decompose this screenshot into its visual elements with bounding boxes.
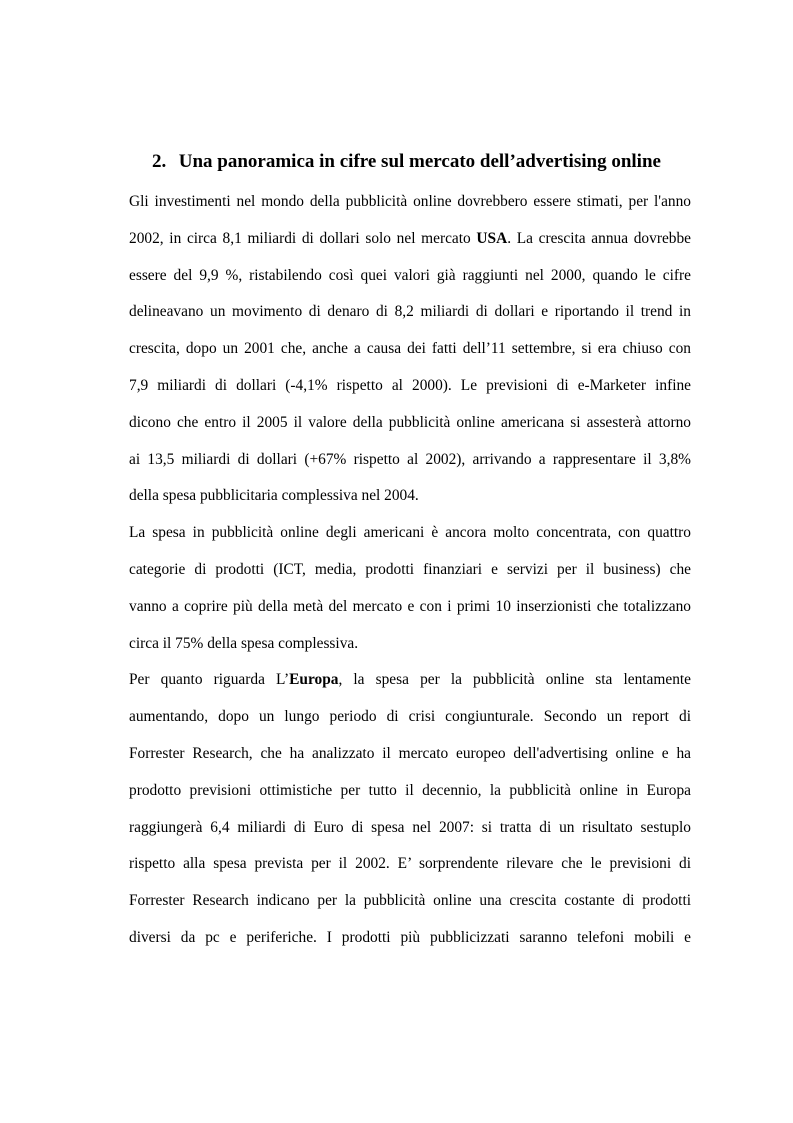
- text-line: rispetto alla spesa prevista per il 2002. E’ sorprendente rilevare che le previsioni di: [129, 855, 691, 873]
- text-run: 2002, in circa 8,1 miliardi di dollari solo nel mercato: [129, 229, 477, 247]
- body-text: [129, 188, 691, 961]
- section-number: 2.: [152, 151, 167, 172]
- text-line: dicono che entro il 2005 il valore della pubblicità online americana si assesterà attorno: [129, 413, 691, 431]
- text-line: della spesa pubblicitaria complessiva nel 2004.: [129, 487, 419, 505]
- text-line: Forrester Research indicano per la pubblicità online una crescita costante di prodotti: [129, 892, 691, 910]
- paragraph-europe: [129, 666, 691, 960]
- text-line: essere del 9,9 %, ristabilendo così quei valori già raggiunti nel 2000, quando le cifre: [129, 266, 691, 284]
- text-run: Per quanto riguarda L’: [129, 671, 290, 689]
- text-line: ai 13,5 miliardi di dollari (+67% rispetto al 2002), arrivando a rappresentare il 3,8%: [129, 450, 691, 468]
- text-line: delineavano un movimento di denaro di 8,2 miliardi di dollari e riportando il trend in: [129, 303, 691, 321]
- text-line: La spesa in pubblicità online degli americani è ancora molto concentrata, con quattro: [129, 524, 691, 542]
- bold-term-europa: Europa: [289, 671, 339, 689]
- text-line: 7,9 miliardi di dollari (-4,1% rispetto al 2000). Le previsioni di e-Marketer infine: [129, 376, 691, 394]
- text-line: categorie di prodotti (ICT, media, prodotti finanziari e servizi per il business) che: [129, 560, 691, 578]
- text-line: raggiungerà 6,4 miliardi di Euro di spesa nel 2007: si tratta di un risultato sestuplo: [129, 818, 691, 836]
- text-line: vanno a coprire più della metà del mercato e con i primi 10 inserzionisti che totalizzano: [129, 597, 691, 615]
- text-line: [129, 666, 691, 703]
- text-line: prodotto previsioni ottimistiche per tutto il decennio, la pubblicità online in Europa: [129, 781, 691, 799]
- text-line: [129, 225, 691, 262]
- section-title: Una panoramica in cifre sul mercato dell’advertising online: [178, 151, 661, 172]
- bold-term-usa: USA: [476, 229, 508, 247]
- text-line: aumentando, dopo un lungo periodo di crisi congiunturale. Secondo un report di: [129, 708, 691, 726]
- paragraph-concentration: [129, 519, 691, 666]
- text-line: Forrester Research, che ha analizzato il mercato europeo dell'advertising online e ha: [129, 744, 691, 762]
- text-line: circa il 75% della spesa complessiva.: [129, 634, 359, 652]
- text-run: , la spesa per la pubblicità online sta lentamente: [338, 671, 691, 689]
- text-line: crescita, dopo un 2001 che, anche a causa dei fatti dell’11 settembre, si era chiuso con: [129, 340, 691, 358]
- text-run: . La crescita annua dovrebbe: [507, 229, 691, 247]
- text-line: Gli investimenti nel mondo della pubblicità online dovrebbero essere stimati, per l'anno: [129, 193, 691, 210]
- section-heading: [152, 150, 752, 174]
- text-line: diversi da pc e periferiche. I prodotti più pubblicizzati saranno telefoni mobili e: [129, 928, 691, 946]
- paragraph-usa: [129, 188, 691, 519]
